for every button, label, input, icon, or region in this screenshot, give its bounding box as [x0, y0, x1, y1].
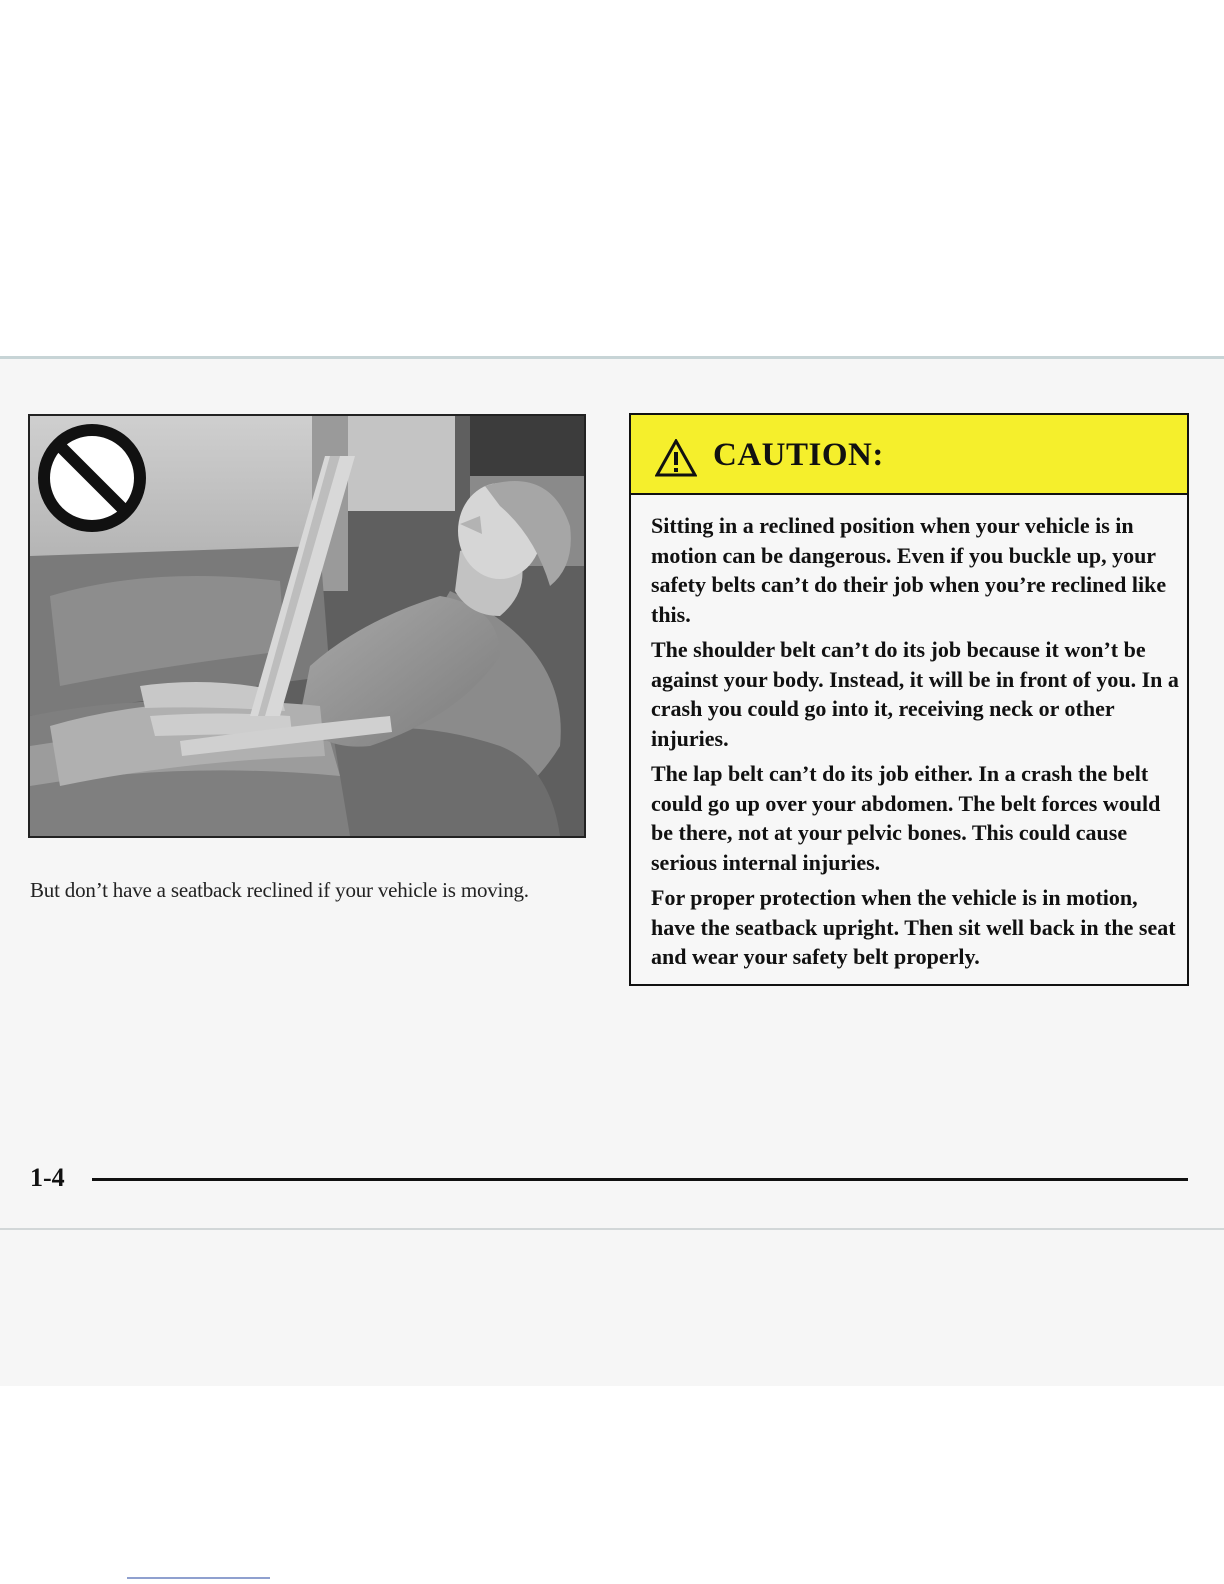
caution-header — [631, 415, 1187, 495]
top-margin — [0, 0, 1224, 356]
caution-paragraph: For proper protection when the vehicle is in motion, have the seatback upright. Then sit well back in the seat and wear your safety belt properly. — [651, 885, 1176, 969]
illustration-drawing — [30, 416, 584, 836]
caution-paragraph: The lap belt can’t do its job either. In a crash the belt could go up over your abdomen. The belt forces would be there, not at your pelvic bones. This could cause serious internal injuries. — [651, 761, 1161, 875]
illustration-caption: But don’t have a seatback reclined if your vehicle is moving. — [30, 878, 529, 902]
caution-box — [629, 413, 1189, 986]
footer-rule — [92, 1178, 1188, 1181]
caution-body — [651, 511, 1181, 978]
warning-triangle-icon — [655, 439, 697, 477]
band-bottom-divider — [0, 1228, 1224, 1230]
page-number: 1-4 — [30, 1163, 65, 1192]
reclined-passenger-illustration — [28, 414, 586, 838]
band-top-divider — [0, 356, 1224, 359]
caution-paragraph: Sitting in a reclined position when your vehicle is in motion can be dangerous. Even if you buckle up, your safety belts can’t do their job when you’re reclined like this. — [651, 513, 1167, 627]
caution-paragraph: The shoulder belt can’t do its job because it won’t be against your body. Instead, it will be in front of you. In a crash you could go into it, receiving neck or other injuries. — [651, 637, 1179, 751]
scan-artifact-line — [127, 1577, 270, 1579]
caution-title: CAUTION: — [713, 437, 884, 473]
prohibition-icon — [44, 430, 140, 526]
bottom-margin — [0, 1386, 1224, 1584]
